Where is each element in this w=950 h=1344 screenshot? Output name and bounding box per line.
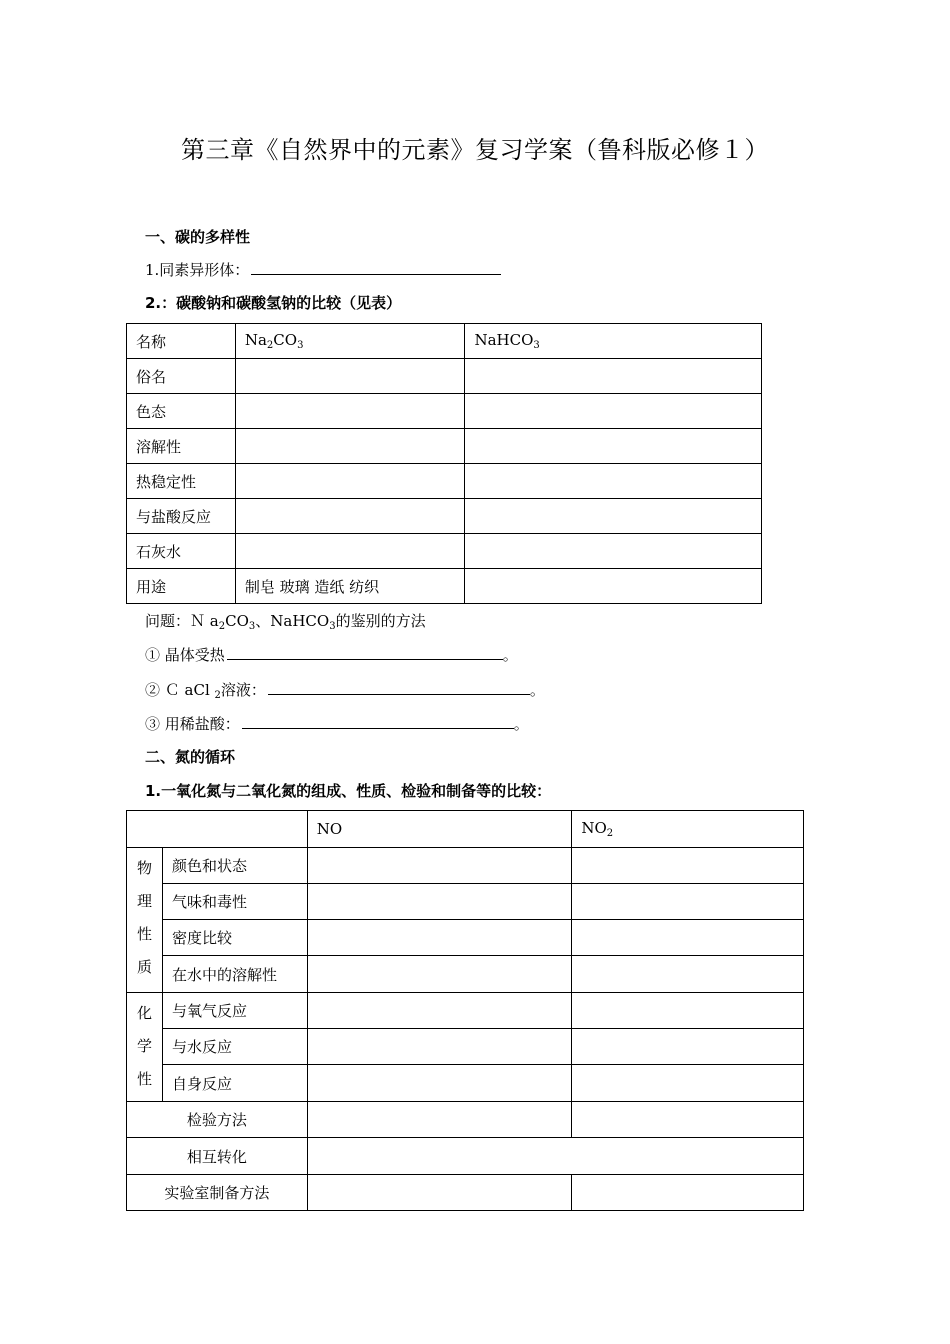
table-row xyxy=(127,499,762,534)
cell-nahco3[interactable] xyxy=(465,464,762,499)
section-heading-nitrogen: 二、氮的循环 xyxy=(145,748,236,766)
table-row xyxy=(127,464,762,499)
comparison-heading: 2.：碳酸钠和碳酸氢钠的比较（见表） xyxy=(145,294,402,312)
cell-nahco3[interactable] xyxy=(465,429,762,464)
cell-nahco3[interactable] xyxy=(465,534,762,569)
header-nahco3: NaHCO$_3$ xyxy=(465,324,762,359)
table-row xyxy=(127,884,804,920)
table-row xyxy=(127,848,804,884)
cell-no[interactable] xyxy=(307,993,572,1029)
row-label: 色态 xyxy=(127,394,236,429)
row-label: 用途 xyxy=(127,569,236,604)
cell-no2[interactable] xyxy=(572,848,804,884)
cell-no2[interactable] xyxy=(572,1102,804,1138)
table-row xyxy=(127,1175,804,1211)
table-row xyxy=(127,811,804,848)
cell-no[interactable] xyxy=(307,1175,572,1211)
method-heating-blank[interactable] xyxy=(227,645,503,660)
cell-na2co3[interactable] xyxy=(235,429,465,464)
cell-no2[interactable] xyxy=(572,956,804,993)
row-label: 溶解性 xyxy=(127,429,236,464)
section-heading-carbon: 一、碳的多样性 xyxy=(145,228,251,246)
row-label: 在水中的溶解性 xyxy=(162,956,307,993)
header-name: 名称 xyxy=(127,324,236,359)
cell-na2co3[interactable]: 制皂 玻璃 造纸 纺织 xyxy=(235,569,465,604)
cell-na2co3[interactable] xyxy=(235,464,465,499)
method-cacl2: ② Ｃ aCl $_2$溶液： 。 xyxy=(145,681,545,701)
method-hcl: ③ 用稀盐酸： 。 xyxy=(145,715,529,733)
row-label: 密度比较 xyxy=(162,920,307,956)
allotrope-line xyxy=(145,259,501,280)
row-label: 气味和毒性 xyxy=(162,884,307,920)
physical-properties-group: 物 理 性 质 xyxy=(127,848,163,993)
cell-no2[interactable] xyxy=(572,920,804,956)
allotrope-blank[interactable] xyxy=(251,260,501,275)
method-heating: ① 晶体受热 。 xyxy=(145,646,518,664)
identification-question: 问题：Ｎ $a_2CO_3$、NaHCO$_3$的鉴别的方法 xyxy=(145,612,426,632)
row-label: 石灰水 xyxy=(127,534,236,569)
cell-na2co3[interactable] xyxy=(235,359,465,394)
cell-interconversion[interactable] xyxy=(307,1138,803,1175)
cell-no[interactable] xyxy=(307,1029,572,1065)
cell-na2co3[interactable] xyxy=(235,534,465,569)
cell-no[interactable] xyxy=(307,848,572,884)
cell-no2[interactable] xyxy=(572,1065,804,1102)
table-row xyxy=(127,394,762,429)
cell-no[interactable] xyxy=(307,1102,572,1138)
cell-no[interactable] xyxy=(307,1065,572,1102)
cell-no2[interactable] xyxy=(572,884,804,920)
cell-no2[interactable] xyxy=(572,993,804,1029)
table-row xyxy=(127,534,762,569)
table-row xyxy=(127,1138,804,1175)
row-label: 颜色和状态 xyxy=(162,848,307,884)
table-row xyxy=(127,1102,804,1138)
row-label-interconversion: 相互转化 xyxy=(127,1138,308,1175)
row-label: 与氧气反应 xyxy=(162,993,307,1029)
cell-na2co3[interactable] xyxy=(235,394,465,429)
cell-no[interactable] xyxy=(307,884,572,920)
table-row xyxy=(127,324,762,359)
table-row xyxy=(127,1029,804,1065)
cell-nahco3[interactable] xyxy=(465,569,762,604)
cell-no2[interactable] xyxy=(572,1175,804,1211)
row-label: 俗名 xyxy=(127,359,236,394)
row-label-test-method: 检验方法 xyxy=(127,1102,308,1138)
row-label: 热稳定性 xyxy=(127,464,236,499)
row-label: 自身反应 xyxy=(162,1065,307,1102)
row-label: 与盐酸反应 xyxy=(127,499,236,534)
table-row xyxy=(127,920,804,956)
cell-no2[interactable] xyxy=(572,1029,804,1065)
cell-no[interactable] xyxy=(307,920,572,956)
method-cacl2-blank[interactable] xyxy=(268,680,530,695)
cell-nahco3[interactable] xyxy=(465,499,762,534)
corner-cell xyxy=(127,811,308,848)
table-row xyxy=(127,956,804,993)
cell-nahco3[interactable] xyxy=(465,394,762,429)
header-no2: $NO_2$ xyxy=(572,811,804,848)
method-hcl-blank[interactable] xyxy=(242,714,514,729)
row-label-lab-prep: 实验室制备方法 xyxy=(127,1175,308,1211)
nitrogen-oxide-table xyxy=(126,810,804,1211)
cell-na2co3[interactable] xyxy=(235,499,465,534)
table-row xyxy=(127,993,804,1029)
header-no: NO xyxy=(307,811,572,848)
cell-nahco3[interactable] xyxy=(465,359,762,394)
header-na2co3: $Na_2CO_3$ xyxy=(235,324,465,359)
table-row xyxy=(127,359,762,394)
table-row xyxy=(127,569,762,604)
table-row xyxy=(127,1065,804,1102)
row-label: 与水反应 xyxy=(162,1029,307,1065)
carbonate-table xyxy=(126,323,762,604)
nox-comparison-heading: 1.一氧化氮与二氧化氮的组成、性质、检验和制备等的比较： xyxy=(145,782,552,800)
cell-no[interactable] xyxy=(307,956,572,993)
page-title: 第三章《自然界中的元素》复习学案（鲁科版必修１） xyxy=(181,136,769,164)
table-row xyxy=(127,429,762,464)
allotrope-label: 1.同素异形体： xyxy=(145,261,250,279)
chemical-properties-group: 化 学 性 xyxy=(127,993,163,1102)
